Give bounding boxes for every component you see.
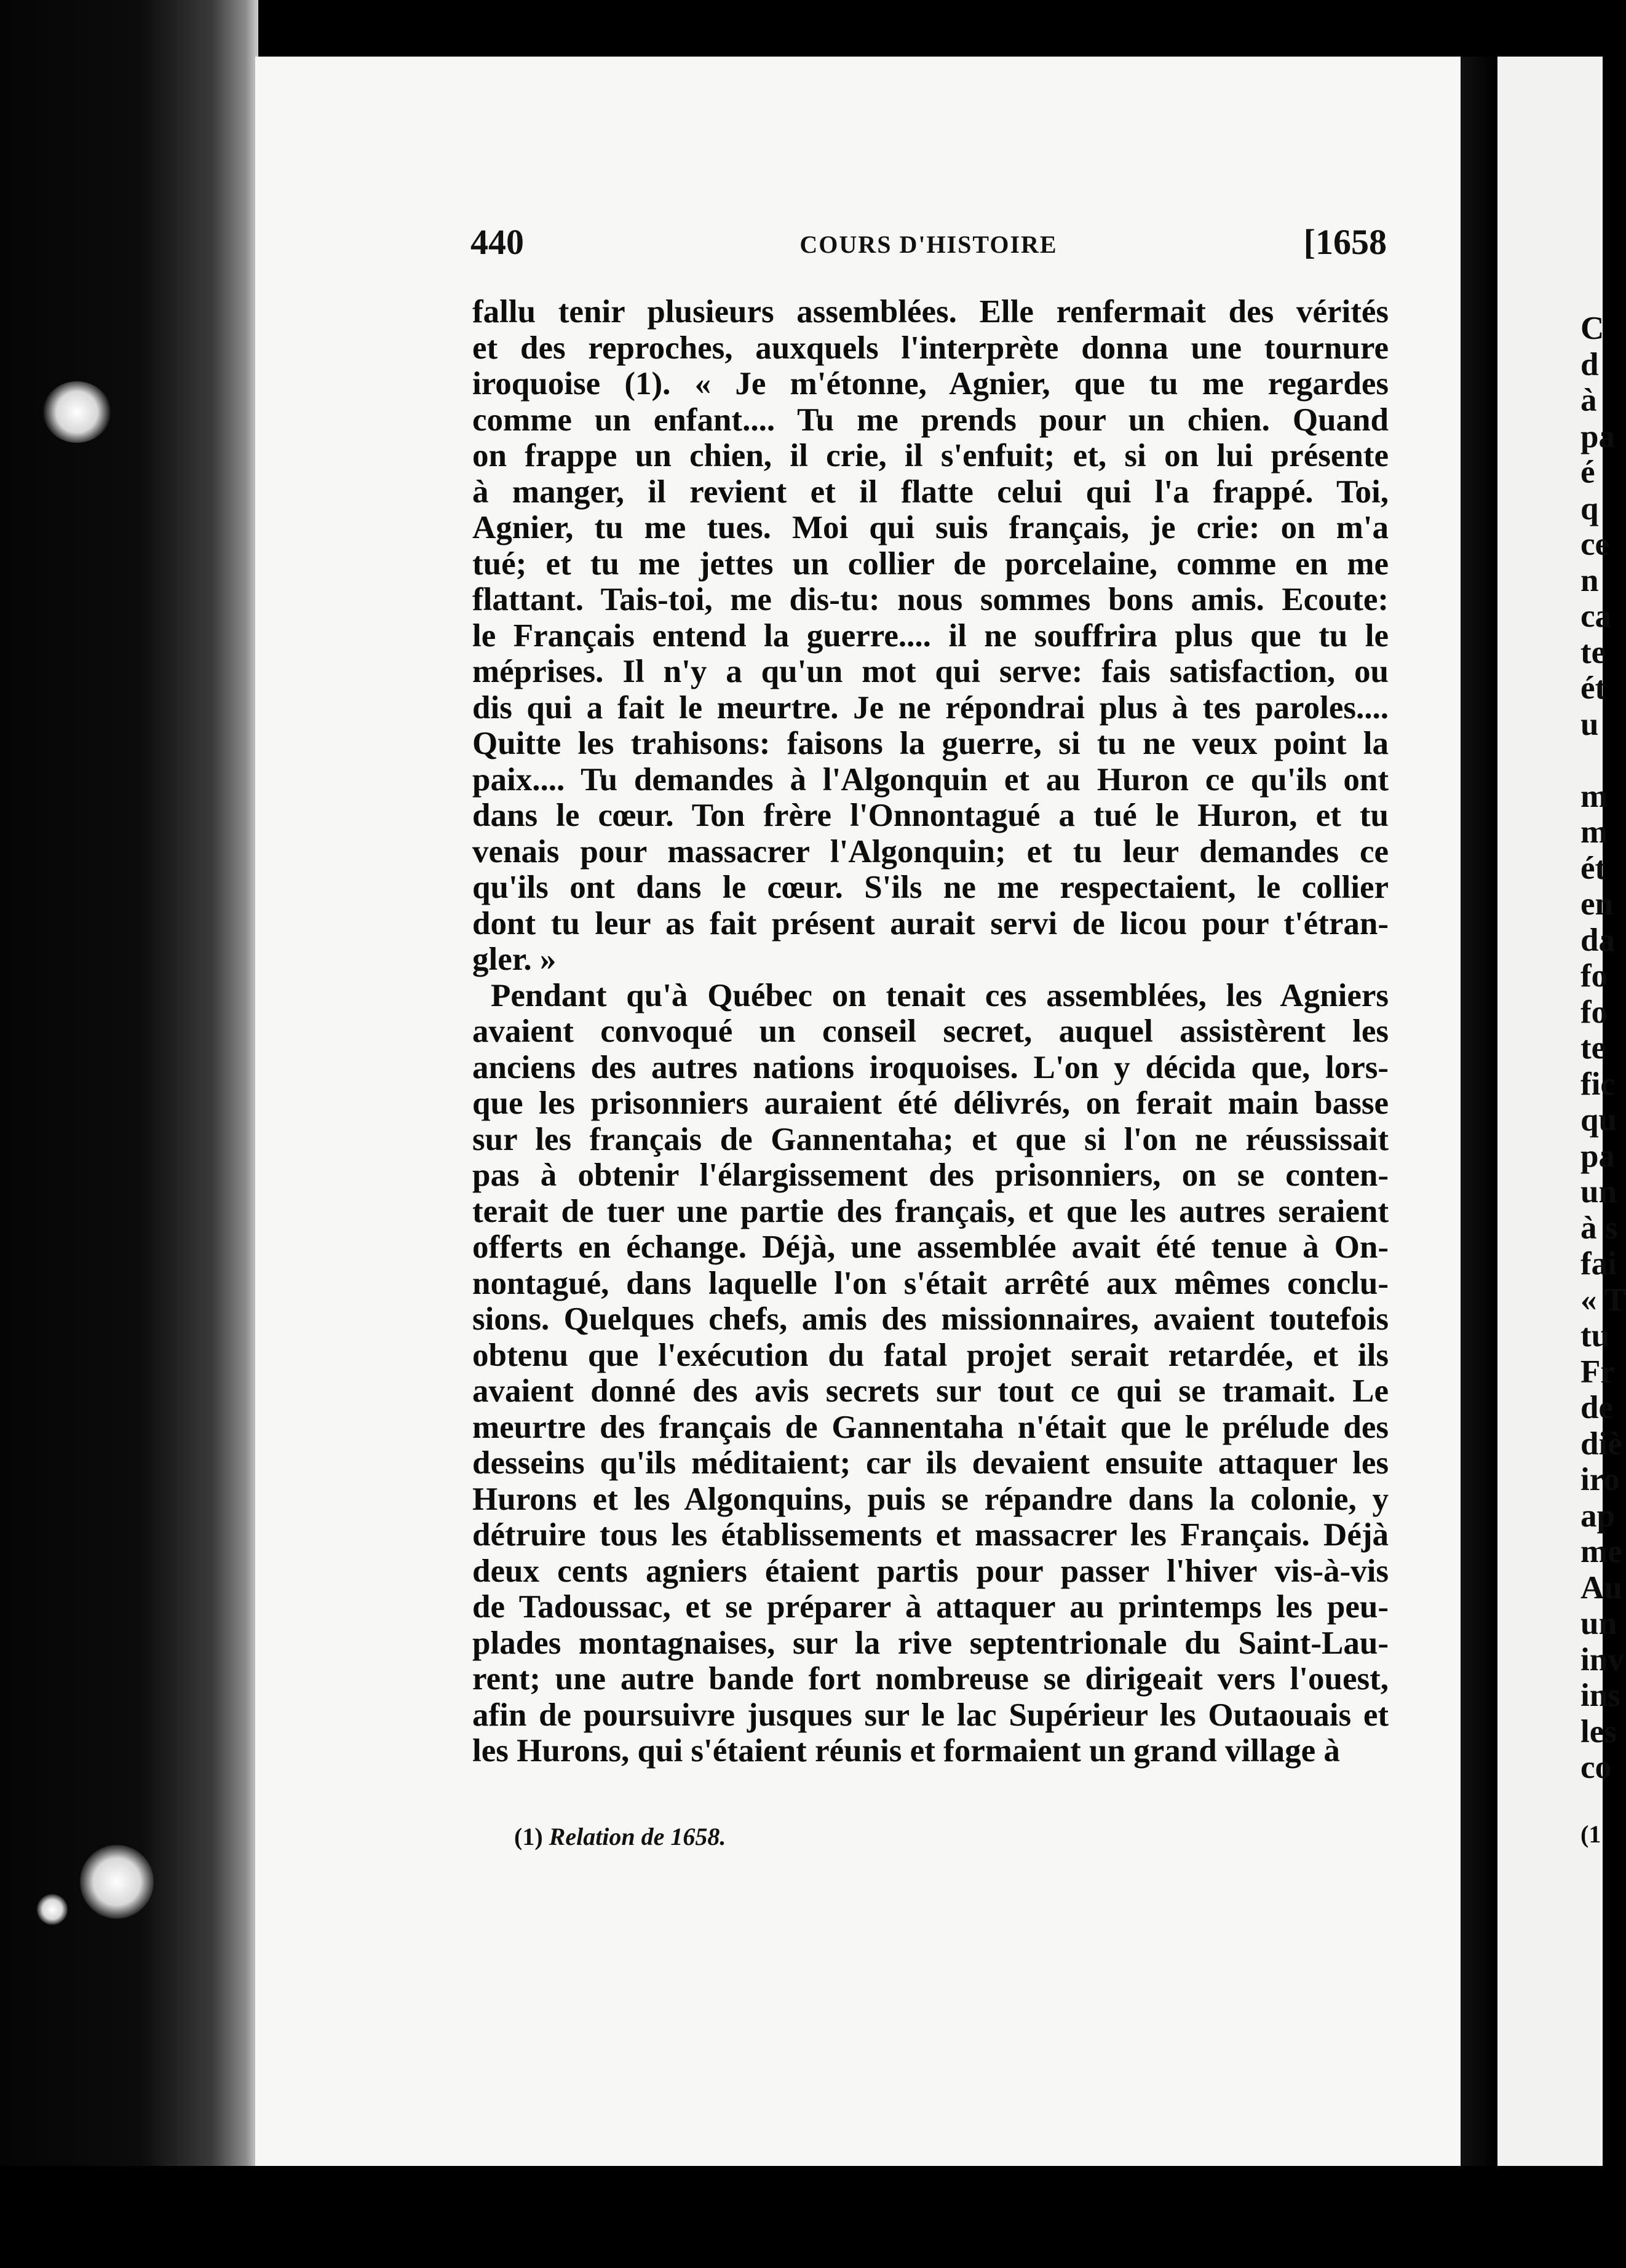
next-page-fragment: m (1580, 778, 1608, 814)
next-page-fragment: d (1580, 346, 1599, 383)
text-line: sur les français de Gannentaha; et que si l'on ne réussissait (472, 1121, 1389, 1157)
text-line: gler. » (472, 942, 557, 977)
running-title: COURS D'HISTOIRE (799, 231, 1058, 258)
next-page-fragment: pa (1580, 1138, 1615, 1174)
footnote (514, 1822, 726, 1851)
text-line: offerts en échange. Déjà, une assemblée avait été tenue à On- (472, 1229, 1389, 1265)
text-line: flattant. Tais-toi, me dis-tu: nous sommes bons amis. Ecoute: (472, 582, 1389, 617)
text-line: pas à obtenir l'élargissement des prisonniers, on se conten- (472, 1157, 1389, 1193)
text-line: qu'ils ont dans le cœur. S'ils ne me respectaient, le collier (472, 870, 1389, 905)
next-page-text (1580, 311, 1626, 1852)
text-line: et des reproches, auxquels l'interprète donna une tournure (472, 330, 1389, 366)
scanner-bottom-margin (0, 2166, 1603, 2268)
next-page-fragment: u (1580, 706, 1599, 742)
next-page-fragment: fo (1580, 958, 1608, 994)
next-page-fragment: les (1580, 1713, 1617, 1750)
next-page-fragment: en (1580, 886, 1613, 922)
next-page-fragment: à s (1580, 1210, 1618, 1246)
next-page-fragment: n (1580, 562, 1599, 598)
text-line: nontagué, dans laquelle l'on s'était arrêté aux mêmes conclu- (472, 1265, 1389, 1301)
text-line: dans le cœur. Ton frère l'Onnontagué a tué le Huron, et tu (472, 798, 1389, 833)
text-line: à manger, il revient et il flatte celui qui l'a frappé. Toi, (472, 474, 1389, 510)
next-page-fragment: ét (1580, 670, 1606, 706)
text-line: plades montagnaises, sur la rive septentrionale du Saint-Lau- (472, 1625, 1389, 1661)
footnote-text: Relation de 1658. (549, 1823, 726, 1850)
next-page-fragment: ap (1580, 1497, 1615, 1534)
next-page-fragment: un (1580, 1606, 1617, 1641)
next-page-fragment: ét (1580, 850, 1606, 886)
next-page-footnote: (1 (1580, 1820, 1601, 1848)
text-line: fallu tenir plusieurs assemblées. Elle renfermait des vérités (472, 294, 1389, 330)
next-page-fragment: ca (1580, 598, 1612, 634)
next-page-fragment: tu (1580, 1318, 1610, 1354)
text-line: paix.... Tu demandes à l'Algonquin et au Huron ce qu'ils ont (472, 761, 1389, 798)
scan-speck (37, 1894, 68, 1925)
page-gutter (1461, 57, 1497, 2166)
running-year: [1658 (1303, 222, 1387, 262)
text-line: iroquoise (1). « Je m'étonne, Agnier, que tu me regardes (472, 366, 1389, 402)
page-number: 440 (470, 222, 524, 262)
text-line: le Français entend la guerre.... il ne souffrira plus que tu le (472, 617, 1389, 654)
next-page-fragment: te (1580, 634, 1606, 670)
text-line: avaient donné des avis secrets sur tout ce qui se tramait. Le (472, 1373, 1389, 1409)
text-line: détruire tous les établissements et massacrer les Français. Déjà (472, 1517, 1389, 1553)
next-page-fragment: te (1580, 1030, 1606, 1066)
next-page-fragment: à (1580, 383, 1597, 418)
text-line: Quitte les trahisons: faisons la guerre, si tu ne veux point la (472, 726, 1389, 761)
text-line: deux cents agniers étaient partis pour passer l'hiver vis-à-vis (472, 1553, 1389, 1589)
scanner-margin (0, 0, 258, 2268)
text-line: les Hurons, qui s'étaient réunis et formaient un grand village à (472, 1733, 1340, 1769)
next-page-fragment: un (1580, 1174, 1617, 1210)
next-page-fragment: pa (1580, 418, 1615, 454)
next-page-fragment: fo (1580, 994, 1608, 1030)
next-page-fragment: Au (1580, 1569, 1622, 1606)
text-line: afin de poursuivre jusques sur le lac Supérieur les Outaouais et (472, 1697, 1389, 1733)
next-page-fragment: fic (1580, 1066, 1615, 1102)
next-page-fragment: fai (1580, 1246, 1617, 1282)
text-line: desseins qu'ils méditaient; car ils devaient ensuite attaquer les (472, 1445, 1389, 1481)
text-line: tué; et tu me jettes un collier de porcelaine, comme en me (472, 545, 1389, 582)
text-line: terait de tuer une partie des français, et que les autres seraient (472, 1193, 1389, 1229)
text-line: obtenu que l'exécution du fatal projet serait retardée, et ils (472, 1337, 1389, 1373)
text-line: Pendant qu'à Québec on tenait ces assemblées, les Agniers (491, 977, 1389, 1013)
running-head (470, 221, 1387, 271)
scan-speck (43, 381, 111, 443)
next-page-fragment: Fr (1580, 1354, 1615, 1390)
next-page-fragment: q (1580, 490, 1599, 526)
text-line: comme un enfant.... Tu me prends pour un chien. Quand (472, 402, 1389, 438)
body-text (472, 294, 1389, 1769)
text-line: rent; une autre bande fort nombreuse se dirigeait vers l'ouest, (472, 1661, 1389, 1697)
next-page-fragment: ins (1580, 1678, 1620, 1713)
next-page-fragment: me (1580, 1534, 1622, 1569)
text-line: avaient convoqué un conseil secret, auquel assistèrent les (472, 1013, 1389, 1049)
text-line: dis qui a fait le meurtre. Je ne répondrai plus à tes paroles.... (472, 689, 1389, 726)
text-line: anciens des autres nations iroquoises. L'on y décida que, lors- (472, 1049, 1389, 1085)
text-line: Hurons et les Algonquins, puis se répandre dans la colonie, y (472, 1481, 1389, 1517)
scan-speck (80, 1845, 154, 1919)
next-page-fragment: iro (1580, 1462, 1620, 1497)
next-page-fragment: C (1580, 311, 1604, 346)
text-line: que les prisonniers auraient été délivrés, on ferait main basse (472, 1085, 1389, 1121)
text-line: de Tadoussac, et se préparer à attaquer au printemps les peu- (472, 1589, 1389, 1625)
next-page-fragment (1580, 742, 1626, 779)
next-page-fragment: m (1580, 814, 1608, 850)
text-line: venais pour massacrer l'Algonquin; et tu leur demandes ce (472, 833, 1389, 870)
text-line: dont tu leur as fait présent aurait servi de licou pour t'étran- (472, 905, 1389, 942)
text-line: sions. Quelques chefs, amis des missionnaires, avaient toutefois (472, 1301, 1389, 1337)
text-line: on frappe un chien, il crie, il s'enfuit; et, si on lui présente (472, 438, 1389, 474)
text-line: meurtre des français de Gannentaha n'était que le prélude des (472, 1409, 1389, 1445)
footnote-marker: (1) (514, 1823, 543, 1850)
text-line: méprises. Il n'y a qu'un mot qui serve: fais satisfaction, ou (472, 654, 1389, 689)
next-page-fragment: qu (1580, 1102, 1617, 1138)
next-page-fragment: inv (1580, 1641, 1624, 1678)
text-line: Agnier, tu me tues. Moi qui suis français, je crie: on m'a (472, 510, 1389, 545)
next-page-fragment: co (1580, 1750, 1612, 1785)
next-page-fragment: ce (1580, 526, 1610, 562)
next-page-fragment: diè (1580, 1425, 1622, 1462)
next-page-fragment: « T (1580, 1282, 1626, 1318)
next-page-fragment: da (1580, 922, 1615, 958)
next-page-fragment: é (1580, 454, 1595, 490)
next-page-fragment: de (1580, 1390, 1613, 1425)
